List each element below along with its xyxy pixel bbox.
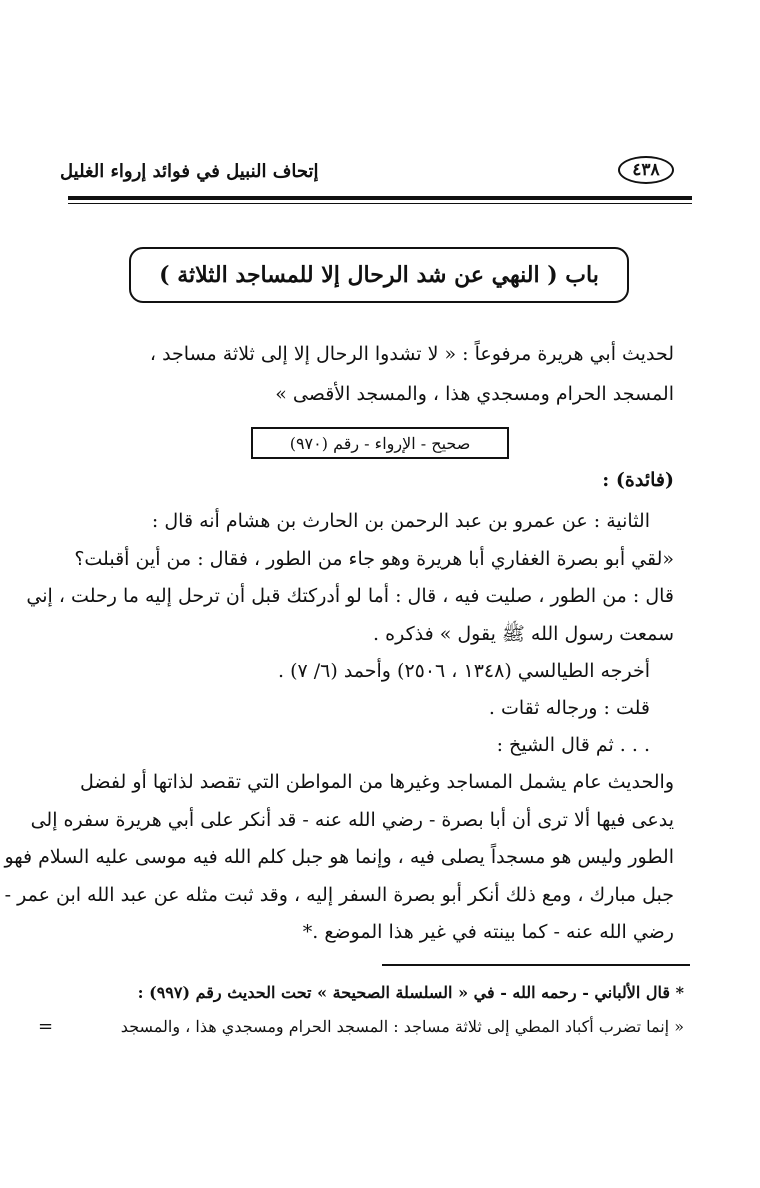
page-number: ٤٣٨ xyxy=(618,156,674,184)
body-line: الثانية : عن عمرو بن عبد الرحمن بن الحارث بن هشام أنه قال : xyxy=(151,510,650,532)
footnote-line-1: * قال الألباني - رحمه الله - في « السلسلة الصحيحة » تحت الحديث رقم (٩٩٧) : xyxy=(137,983,684,1002)
body-line: قلت : ورجاله ثقات . xyxy=(488,697,650,719)
hadith-line-1: لحديث أبي هريرة مرفوعاً : « لا تشدوا الرحال إلا إلى ثلاثة مساجد ، xyxy=(149,343,674,365)
chapter-title: باب ( النهي عن شد الرحال إلا للمساجد الثلاثة ) xyxy=(159,262,599,288)
running-title: إتحاف النبيل في فوائد إرواء الغليل xyxy=(60,161,319,182)
continuation-mark: = xyxy=(38,1016,54,1037)
body-line: رضي الله عنه - كما بينته في غير هذا الموضع .* xyxy=(302,921,674,943)
body-line: قال : من الطور ، صليت فيه ، قال : أما لو أدركتك قبل أن ترحل إليه ما رحلت ، إني xyxy=(26,585,674,607)
body-line: . . . ثم قال الشيخ : xyxy=(496,734,650,756)
header-rule xyxy=(68,196,692,200)
body-line: والحديث عام يشمل المساجد وغيرها من المواطن التي تقصد لذاتها أو لفضل xyxy=(80,771,674,793)
body-line: جبل مبارك ، ومع ذلك أنكر أبو بصرة السفر إليه ، وقد ثبت مثله عن عبد الله ابن عمر - xyxy=(4,884,674,906)
body-line: «لقي أبو بصرة الغفاري أبا هريرة وهو جاء من الطور ، فقال : من أين أقبلت؟ xyxy=(74,548,674,570)
hadith-grade-box xyxy=(251,427,509,459)
body-line: يدعى فيها ألا ترى أن أبا بصرة - رضي الله عنه - قد أنكر على أبي هريرة سفره إلى xyxy=(30,809,674,831)
body-line: سمعت رسول الله ﷺ يقول » فذكره . xyxy=(373,623,674,645)
faida-heading: (فائدة) : xyxy=(602,469,674,491)
header-rule-thin xyxy=(68,203,692,204)
hadith-line-2: المسجد الحرام ومسجدي هذا ، والمسجد الأقصى » xyxy=(275,383,674,405)
footnote-line-2: « إنما تضرب أكباد المطي إلى ثلاثة مساجد : المسجد الحرام ومسجدي هذا ، والمسجد xyxy=(120,1017,684,1036)
body-line: أخرجه الطيالسي (١٣٤٨ ، ٢٥٠٦) وأحمد (٦/ ٧) . xyxy=(277,660,650,682)
chapter-title-box xyxy=(129,247,629,303)
footnote-rule xyxy=(382,964,690,966)
hadith-grade: صحيح - الإرواء - رقم (٩٧٠) xyxy=(289,433,471,453)
body-line: الطور وليس هو مسجداً يصلى فيه ، وإنما هو جبل كلم الله فيه موسى عليه السلام فهو xyxy=(4,846,674,868)
